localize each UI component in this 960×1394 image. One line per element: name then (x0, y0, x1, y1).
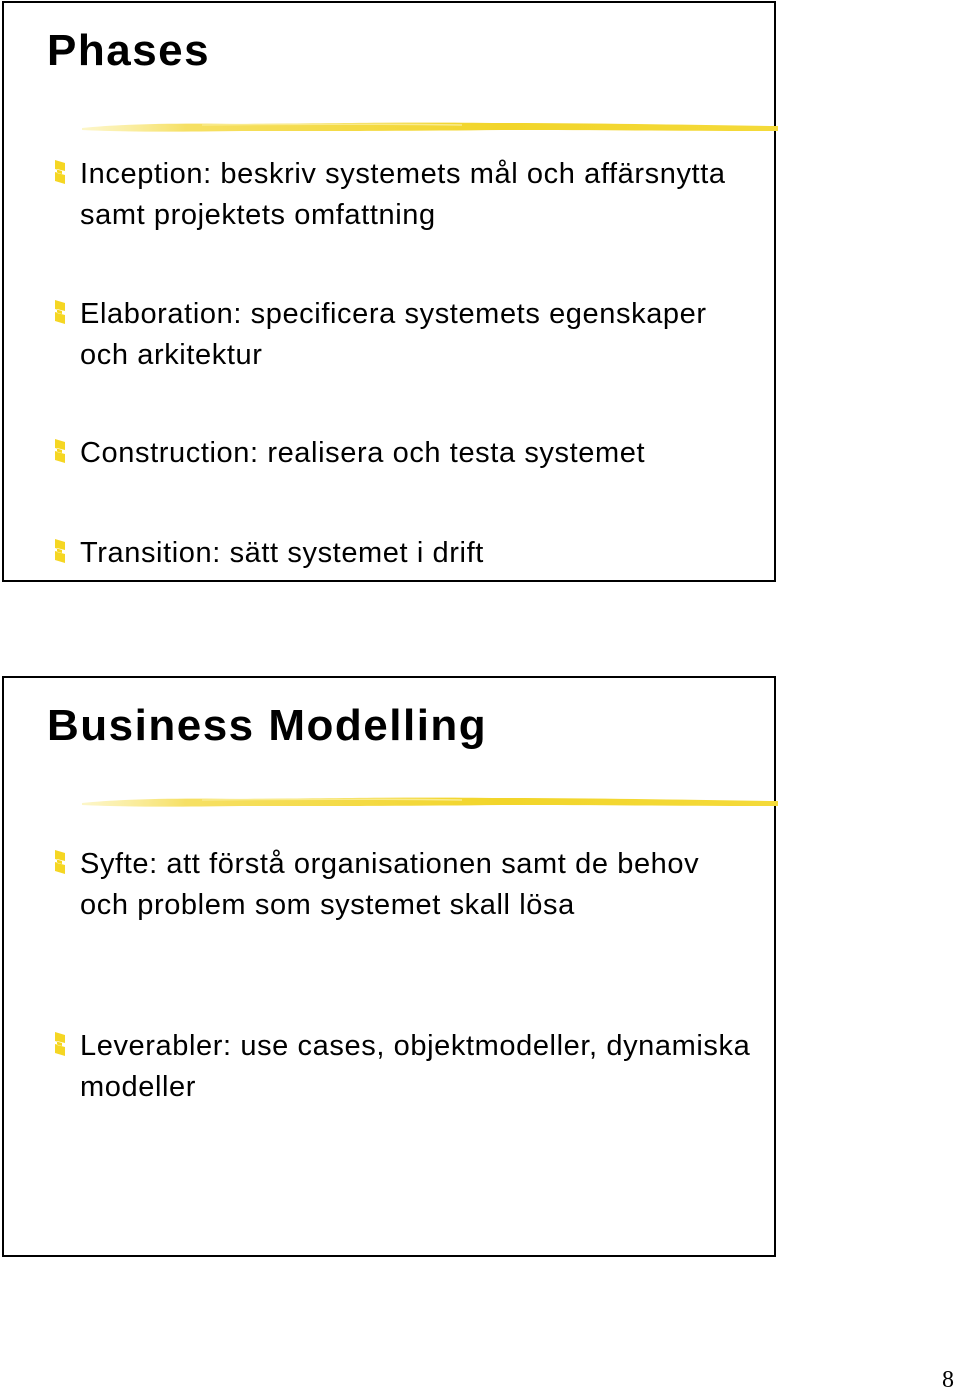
bullet-text: Elaboration: specificera systemets egenskaper och arkitektur (80, 298, 707, 371)
bullet-text: Inception: beskriv systemets mål och affärsnytta samt projektets omfattning (80, 158, 726, 231)
slide-title: Business Modelling (47, 701, 488, 750)
yellow-bullet-icon (54, 438, 66, 464)
title-underline-swoosh (82, 119, 778, 135)
slide-title: Phases (47, 26, 211, 75)
yellow-bullet-icon (54, 1031, 66, 1057)
title-underline-swoosh (82, 794, 778, 810)
yellow-bullet-icon (54, 538, 66, 564)
bullet-text: Construction: realisera och testa systemet (80, 437, 646, 469)
yellow-bullet-icon (54, 849, 66, 875)
bullet-text: Leverabler: use cases, objektmodeller, dynamiska modeller (80, 1030, 751, 1103)
bullet-text: Syfte: att förstå organisationen samt de behov och problem som systemet skall lösa (80, 848, 700, 921)
page-number: 8 (942, 1367, 954, 1393)
yellow-bullet-icon (54, 159, 66, 185)
slide-business-modelling (2, 676, 776, 1257)
yellow-bullet-icon (54, 299, 66, 325)
bullet-text: Transition: sätt systemet i drift (80, 537, 484, 569)
slide-phases (2, 1, 776, 582)
